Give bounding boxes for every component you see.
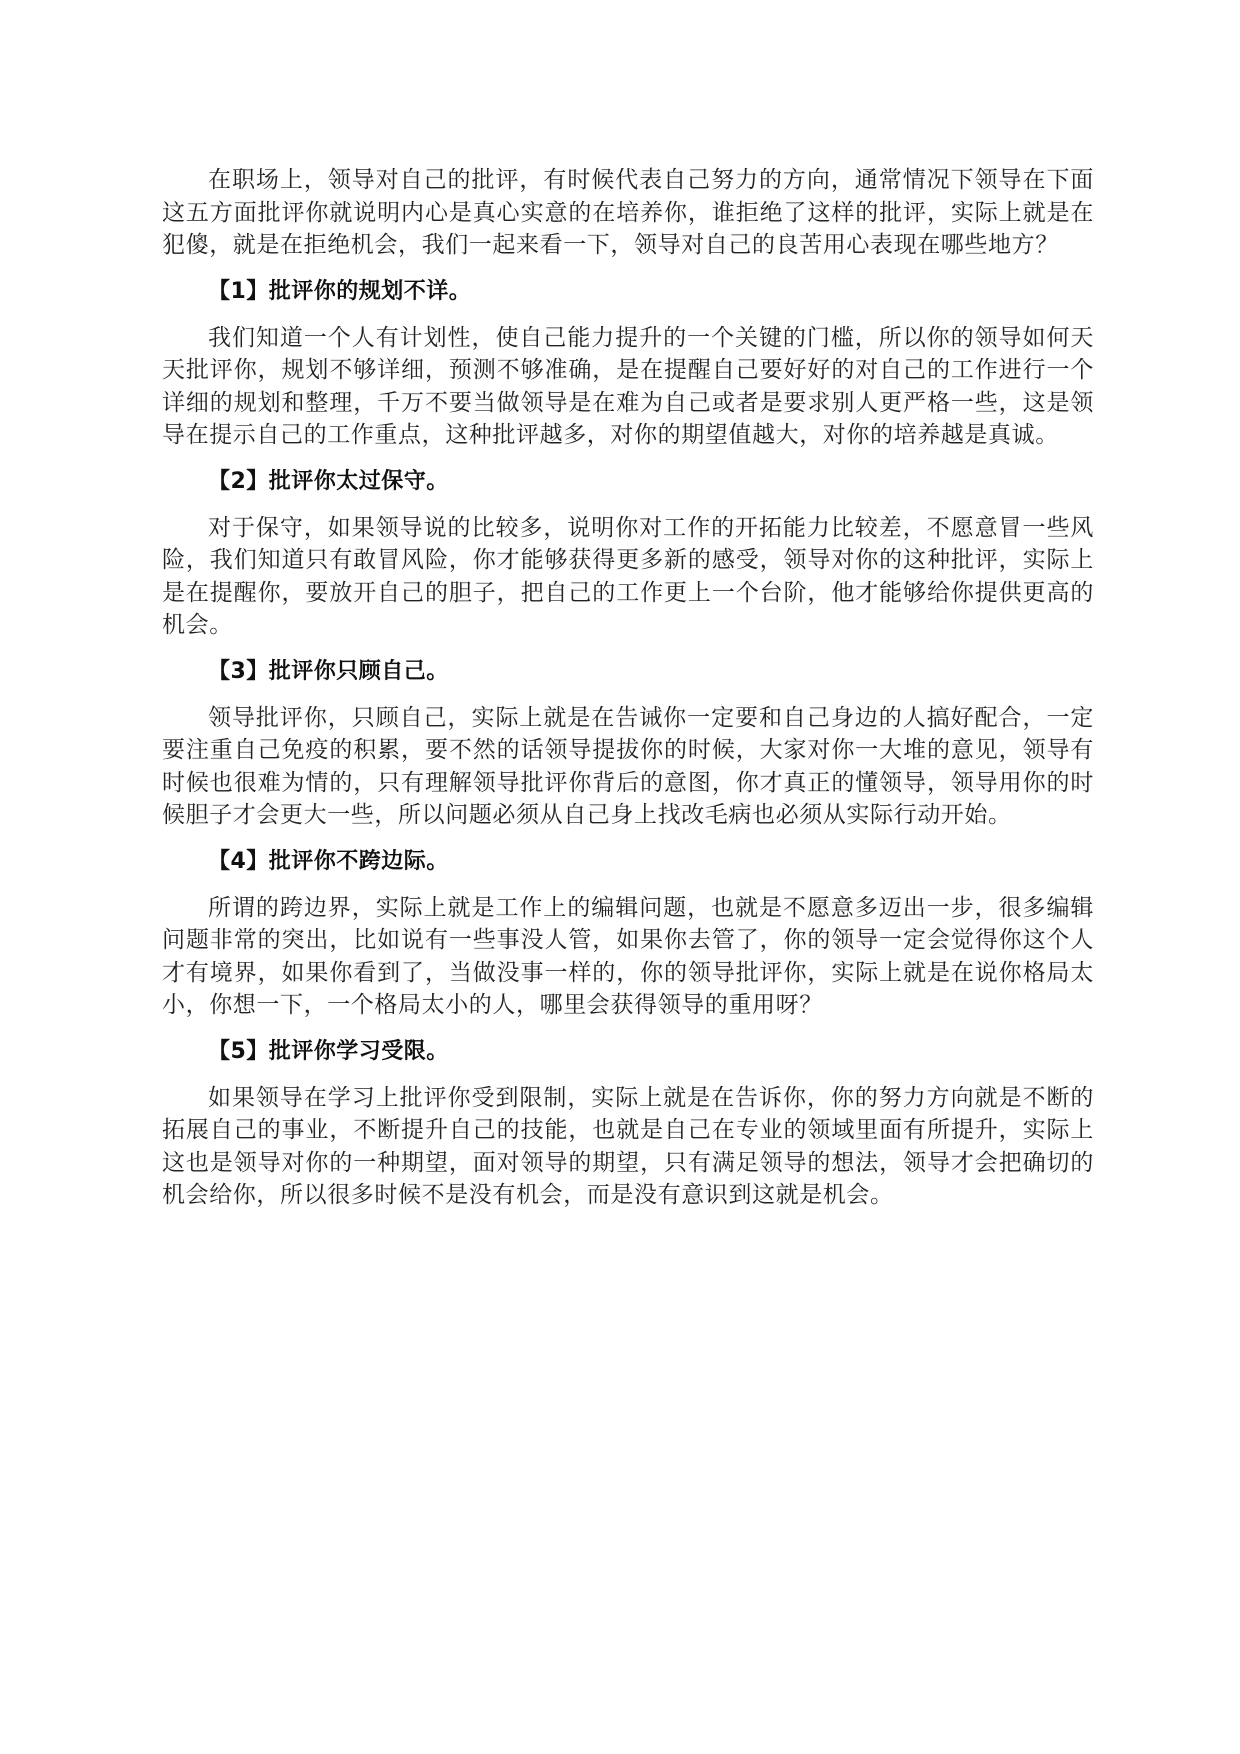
section-paragraph: 对于保守，如果领导说的比较多，说明你对工作的开拓能力比较差，不愿意冒一些风险，我们知道只有敢冒风险，你才能够获得更多新的感受，领导对你的这种批评，实际上是在提醒你，要放开自己的胆子，把自己的工作更上一个台阶，他才能够给你提供更高的机会。	[162, 514, 1094, 638]
section-heading: 【5】批评你学习受限。	[208, 1038, 449, 1064]
section-3	[162, 656, 1094, 832]
section-paragraph: 领导批评你，只顾自己，实际上就是在告诫你一定要和自己身边的人搞好配合，一定要注重自己免疫的积累，要不然的话领导提拔你的时候，大家对你一大堆的意见，领导有时候也很难为情的，只有理解领导批评你背后的意图，你才真正的懂领导，领导用你的时候胆子才会更大一些，所以问题必须从自己身上找改毛病也必须从实际行动开始。	[162, 704, 1094, 828]
section-heading: 【3】批评你只顾自己。	[208, 658, 449, 684]
section-5	[162, 1036, 1094, 1212]
section-1	[162, 276, 1094, 452]
section-paragraph: 我们知道一个人有计划性，使自己能力提升的一个关键的门槛，所以你的领导如何天天批评你，规划不够详细，预测不够准确，是在提醒自己要好好的对自己的工作进行一个详细的规划和整理，千万不要当做领导是在难为自己或者是要求别人更严格一些，这是领导在提示自己的工作重点，这种批评越多，对你的期望值越大，对你的培养越是真诚。	[162, 324, 1094, 448]
section-heading: 【1】批评你的规划不详。	[208, 278, 472, 304]
document-body	[162, 164, 1094, 1212]
section-4	[162, 846, 1094, 1022]
section-heading: 【4】批评你不跨边际。	[208, 848, 449, 874]
section-paragraph: 所谓的跨边界，实际上就是工作上的编辑问题，也就是不愿意多迈出一步，很多编辑问题非常的突出，比如说有一些事没人管，如果你去管了，你的领导一定会觉得你这个人才有境界，如果你看到了，当做没事一样的，你的领导批评你，实际上就是在说你格局太小，你想一下，一个格局太小的人，哪里会获得领导的重用呀？	[162, 894, 1094, 1018]
intro-paragraph: 在职场上，领导对自己的批评，有时候代表自己努力的方向，通常情况下领导在下面这五方面批评你就说明内心是真心实意的在培养你，谁拒绝了这样的批评，实际上就是在犯傻，就是在拒绝机会，我们一起来看一下，领导对自己的良苦用心表现在哪些地方？	[162, 167, 1094, 258]
section-heading: 【2】批评你太过保守。	[208, 468, 449, 494]
section-2	[162, 466, 1094, 642]
section-paragraph: 如果领导在学习上批评你受到限制，实际上就是在告诉你，你的努力方向就是不断的拓展自己的事业，不断提升自己的技能，也就是自己在专业的领域里面有所提升，实际上这也是领导对你的一种期望，面对领导的期望，只有满足领导的想法，领导才会把确切的机会给你，所以很多时候不是没有机会，而是没有意识到这就是机会。	[162, 1084, 1094, 1208]
